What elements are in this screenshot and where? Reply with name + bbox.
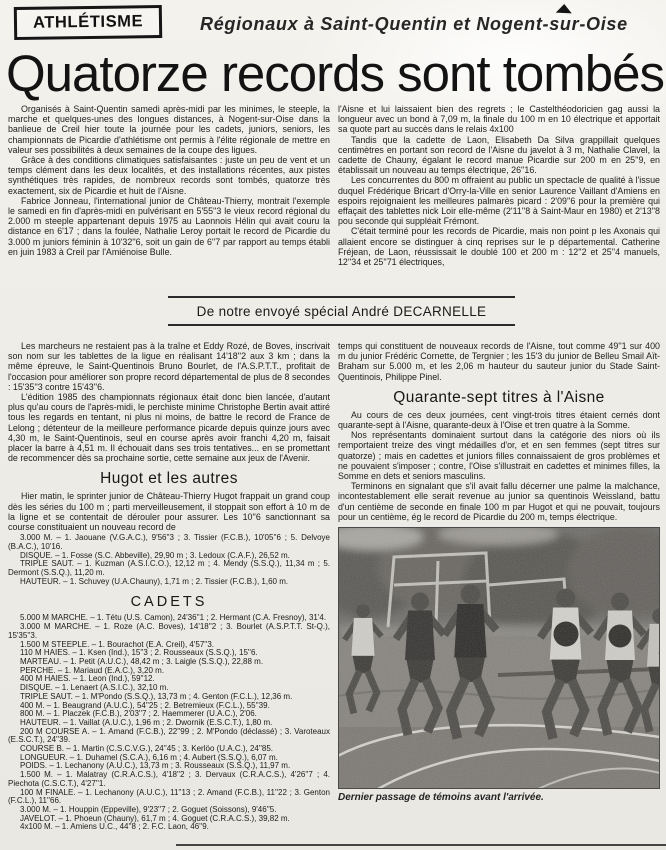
top-columns (8, 104, 660, 294)
result-entry: COURSE B. – 1. Martin (C.S.C.V.G.), 24''45 ; 3. Kerlöo (U.A.C.), 24''85. (20, 744, 274, 754)
result-entry: TRIPLE SAUT. – 1. M'Pondo (S.S.Q.), 13,73 m ; 4. Genton (F.C.L.), 12,36 m. (20, 691, 293, 701)
result-entry: 400 M. – 1. Beaugrand (A.U.C.), 54''25 ; 2. Betremieux (F.C.L.), 55''39. (20, 700, 270, 710)
results-juniors (8, 534, 330, 586)
column-left-bottom (8, 341, 330, 850)
paragraph: Hier matin, le sprinter junior de Château-Thierry Hugot frappait un grand coup dès les séries du 100 m ; parti merveilleusement, il stoppait son effort à 10 m de la ligne et se contentait de dérouler pour assurer. Les 10''6 sanctionnant sa course constituaient un nouveau record de (8, 491, 330, 533)
paragraph: Grâce à des conditions climatiques satisfaisantes : juste un peu de vent et un temps clément dans les deux localités, et des installations récentes, aux pistes synthétiques très rapides, de nombreux records sont tombés, quatorze très exactement, six de Picardie et huit de l'Aisne. (8, 155, 330, 196)
result-entry: LONGUEUR. – 1. Duhamel (S.C.A.), 6,16 m ; 4. Aubert (S.S.Q.), 6,07 m. (20, 752, 278, 762)
result-entry: 1.500 M STEEPLE. – 1. Bourachot (E.A. Creil), 4'57''3. (20, 639, 215, 649)
result-entry: 200 M COURSE A. – 1. Amand (F.C.B.), 22''99 ; 2. M'Pondo (déclassé) ; 3. Varoteaux (E.S.C.T.), 24''39. (8, 726, 330, 745)
paragraph: Terminons en signalant que s'il avait fallu décerner une palme la malchance, incontestablement elle serait revenue au junior sa quentinois Weissland, battu d'un centième de seconde en finale 100 m par Hugot et qui ne pouvait, toujours pour un centième, ég le record de Picardie du 200 m, temps électrique. (338, 481, 660, 522)
photo-caption: Dernier passage de témoins avant l'arrivée. (338, 792, 544, 804)
byline: De notre envoyé spécial André DECARNELLE (168, 296, 515, 326)
result-entry: 110 M HAIES. – 1. Ksen (Ind.), 15''3 ; 2. Rousseaux (S.S.Q.), 15''6. (20, 648, 258, 658)
section-label: ATHLÉTISME (14, 5, 163, 40)
paragraph-group (8, 341, 330, 463)
subhead-hugot: Hugot et les autres (100, 470, 238, 488)
paragraph: Les marcheurs ne restaient pas à la traîne et Eddy Rozé, de Boves, inscrivait son nom sur les tablettes de la ligue en réalisant 14'18''2 aux 3 km ; dans la même épreuve, le Saint-Quentinois Bruno Bourlet, de l'A.S.P.T.T., profitait de l'occasion pour améliorer son propre record départemental de plus de 8 secondes : 15'35''3 contre 15'43''6. (8, 341, 330, 392)
result-entry: DISQUE. – 1. Fosse (S.C. Abbeville), 29,90 m ; 3. Ledoux (C.A.F.), 26,52 m. (20, 550, 290, 560)
result-entry: 3.000 M. – 1. Houppin (Eppeville), 9'23''7 ; 2. Goguet (Soissons), 9'46''5. (20, 804, 277, 814)
paragraph: L'édition 1985 des championnats régionaux était donc bien lancée, d'autant plus qu'au cours de l'après-midi, le perchiste minime Christophe Bertin avait attiré tous les regards en tentant, ni plus ni moins, de battre le record de France de Lelong ; détenteur de la meilleure performance picarde depuis quinze jours avec 4,30 m, le Saint-Quentinois, seul en course après avoir franchi 4,20 m, faisait placer la barre à 4,51 m. Il échouait dans ses trois tentatives... en se promettant de recommencer dès sa prochaine sortie, cette semaine aux jeux de l'Avenir. (8, 392, 330, 464)
results-cadets (8, 614, 330, 832)
paragraph: Organisés à Saint-Quentin samedi après-midi par les minimes, le steeple, la marche et quelques-unes des longues distances, à Nogent-sur-Oise dans la banlieue de Creil hier toute la journée pour les cadets, juniors, seniors, les championnats de Picardie d'athlétisme ont permis à l'élite régionale de mettre en valeur ses possibilités à deux semaines de la coupe des ligues. (8, 104, 330, 155)
paragraph: temps qui constituent de nouveaux records de l'Aisne, tout comme 49''1 sur 400 m du junior Frédéric Cornette, de Tergnier ; les 15'3 du junior de Belleu Smail Aït-Braham sur 5.000 m, et les 2,06 m hauteur du sauteur junior du Stade Saint-Quentinois, Philippe Pinel. (338, 341, 660, 382)
result-entry: MARTEAU. – 1. Petit (A.U.C.), 48,42 m ; 3. Laigle (S.S.Q.), 22,88 m. (20, 656, 264, 666)
result-entry: 100 M FINALE. – 1. Lechanony (A.U.C.), 11''13 ; 2. Amand (F.C.B.), 11''22 ; 3. Genton (F.C.L.), 11''66. (8, 787, 330, 806)
paragraph: C'était terminé pour les records de Picardie, mais non point p les Axonais qui allaient encore se distinguer à cinq reprises sur le p départemental. Catherine Fréjean, de Laon, réussissait le doublé 100 et 200 m : 12''2 et 25''4 manuels, 12''34 et 25''71 électriques, (338, 226, 660, 268)
paragraph: Les concurrentes du 800 m offraient au public un spectacle de qualité à l'issue duquel Frédérique Bricart d'Orry-la-Ville en senior Laurence Vaillant d'Amiens en espoirs rejoignaient les meilleures palmarès picard : 2'09''6 pour la première qui effaçait des tablettes nick Loir elle-même (2'11''8 à Saint-Maur en 1980) et 2'13''8 pou seconde qui suppléait Frémont. (338, 175, 660, 227)
result-entry: DISQUE. – 1. Lenaert (A.S.I.C.), 32,10 m. (20, 683, 169, 693)
subhead-titres: Quarante-sept titres à l'Aisne (393, 388, 605, 406)
kicker: Régionaux à Saint-Quentin et Nogent-sur-Oise (200, 14, 628, 34)
paragraph-group (338, 410, 660, 522)
column-left-top (8, 104, 330, 294)
result-entry: 5.000 M MARCHE. – 1. Tétu (U.S. Camon), 24'36''1 ; 2. Hermant (C.A. Fresnoy), 31'4. (20, 613, 327, 623)
column-right-top (338, 104, 660, 294)
corner-mark-icon (556, 4, 572, 14)
paragraph: Nos représentants dominaient surtout dans la catégorie des niors où ils remportaient treize des vingt médailles d'or, et en sen femmes (sept titres sur quatorze) ; mais en cadettes et juniors filles connaissaient de gros problèmes et ne pouvaient s'imposer ; contre, l'Oise s'illustrait en cadettes et minimes filles, la Somme en dets et seniors masculins. (338, 430, 660, 482)
result-entry: 1.500 M. – 1. Malatray (C.R.A.C.S.), 4'18''2 ; 3. Dervaux (C.R.A.C.S.), 4'26''7 ; 4. Piechota (C.S.C.T.), 4'27''1. (8, 770, 330, 788)
result-entry: 800 M. – 1. Placzek (F.C.B.), 2'03''7 ; 2. Haemmerer (U.A.C.), 2'06. (20, 709, 257, 719)
headline: Quatorze records sont tombés (6, 45, 664, 102)
result-entry: JAVELOT. – 1. Phoeun (Chauny), 61,7 m ; 4. Goguet (C.R.A.C.S.), 39,82 m. (20, 813, 290, 823)
result-entry: HAUTEUR. – 1. Vaillat (A.U.C.), 1,96 m ; 2. Dwornik (E.S.C.T.), 1,80 m. (20, 717, 273, 727)
bottom-columns (8, 341, 660, 850)
result-entry: 3.000 M. – 1. Jaouane (V.G.A.C.), 9'56''3 ; 3. Tissier (F.C.B.), 10'05''6 ; 5. Delvoye (B.A.C.), 10'16. (8, 533, 330, 551)
result-entry: POIDS. – 1. Lechanony (A.U.C.), 13,73 m ; 3. Rousseaux (S.S.Q.), 11,97 m. (20, 761, 291, 771)
result-entry: 400 M HAIES. – 1. Leon (Ind.), 59''12. (20, 674, 155, 684)
bottom-rule (176, 844, 666, 846)
result-entry: HAUTEUR. – 1. Schuvey (U.A.Chauny), 1,71 m ; 2. Tissier (F.C.B.), 1,60 m. (20, 576, 289, 586)
paragraph: Tandis que la cadette de Laon, Elisabeth Da Silva grappillait quelques centimètres en portant son record de l'Aisne du javelot à 3 m, Nathalie Clavel, la cadette de Chauny, égalant le record manue Picardie sur 200 m en 25''9, en établissait un nouveau au temps électrique, 26''16. (338, 134, 660, 176)
result-entry: 3.000 M MARCHE. – 1. Roze (A.C. Boves), 14'18''2 ; 3. Bourlet (A.S.P.T.T. St-Q.), 15'35''3. (8, 622, 330, 640)
result-entry: 4x100 M. – 1. Amiens U.C., 44''8 ; 2. F.C. Laon, 46''9. (20, 822, 209, 832)
paragraph: Fabrice Jonneau, l'international junior de Château-Thierry, montrait l'exemple le samedi en fin d'après-midi en pulvérisant en 5'55''3 le vieux record régional du 2.000 m steeple appartenant depuis 1975 au Laonnois Hélin qui avait couru la distance en 6'17 ; dans la foulée, Nathalie Leroy portait le record de Picardie du 3.000 m juniors féminin à 10'32''6, soit un gain de 6''7 par rapport au temps établi en juin 1983 à Creil par l'Amiénoise Bulle. (8, 195, 330, 257)
result-entry: TRIPLE SAUT. – 1. Kuzman (A.S.I.C.O.), 12,12 m ; 4. Mendy (S.S.Q.), 11,34 m ; 5. Dermont (S.S.Q.), 11,20 m. (8, 559, 330, 578)
paragraph: l'Aisne et lui laissaient bien des regrets ; le Castelthéodoricien gag aussi la longueur avec un bond à 7,09 m, la finale du 100 m en 10 électrique et apportait sa quote part au succès dans le relais 4x100 (338, 104, 660, 135)
result-entry: PERCHE. – 1. Mariaud (E.A.C.), 3,20 m. (20, 665, 165, 675)
paragraph: Au cours de ces deux journées, cent vingt-trois titres étaient cernés dont quarante-sept à l'Aisne, quarante-deux à l'Oise et tren quatre à la Somme. (338, 409, 660, 431)
cadets-heading: CADETS (130, 594, 208, 611)
photo-runners (338, 527, 660, 789)
column-right-bottom (338, 341, 660, 850)
